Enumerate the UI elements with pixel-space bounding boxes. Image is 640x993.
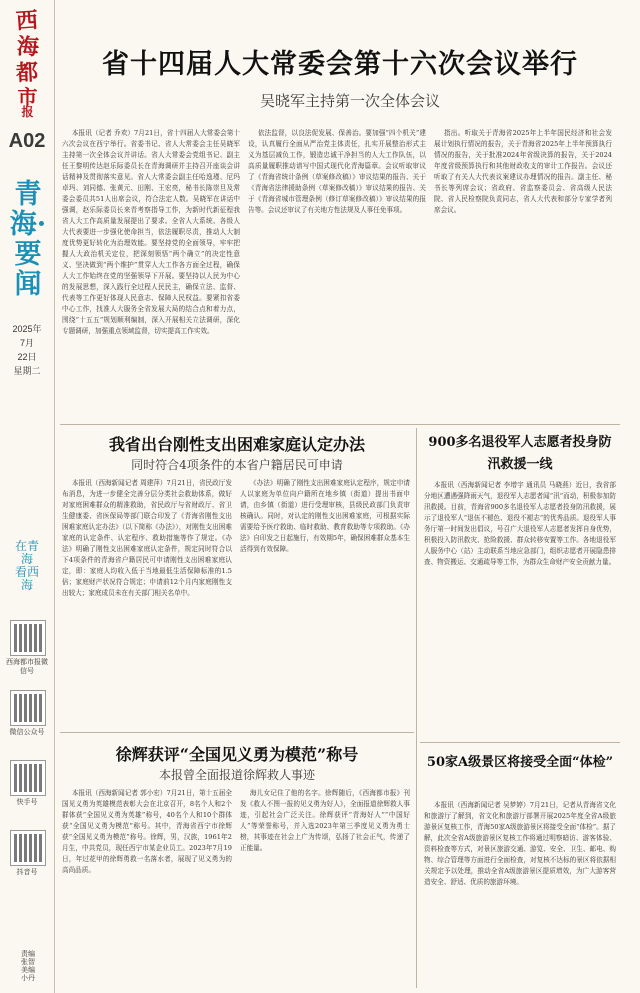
article5-text: 本报讯（西海新闻记者 吴梦婷）7月21日，记者从青海省文化和旅游厅了解到，省文化和旅游厅部署开展2025年度全省A级旅游景区复核工作，青海50家A级旅游景区将接受全面“体检”。据了解，此次全省A级旅游景区复核工作将通过明察暗访、游客体验、资料检查等方式，对景区旅游交通、游览、安全、卫生、邮电、购物、综合管理等方面进行全面检查，对复核不达标的景区将依据相关规定予以处理，推动全省A级旅游景区提质增效，为广大游客营造安全、舒适、优质的旅游环境。 xyxy=(424,801,616,886)
article4-column-2 xyxy=(240,788,410,986)
qr-code-douyin[interactable] xyxy=(10,830,46,866)
lead-headline: 省十四届人大常委会第十六次会议举行 xyxy=(102,49,578,80)
article4-col2-text: 海儿女记住了他的名字。徐辉随后，《西海都市报》刊发《救人不图一报的见义勇为好人》，全面报道徐辉救人事迹，引起社会广泛关注。徐辉获评“青海好人”“中国好人”等荣誉称号，并入选2023年第三季度见义勇为勇士榜，其事迹在社会上广为传颂，弘扬了社会正气，传递了正能量。 xyxy=(240,789,410,852)
svg-text:海: 海 xyxy=(16,33,39,61)
lead-column-3 xyxy=(434,128,612,416)
section-name: 青海·要闻 xyxy=(9,179,47,300)
newspaper-logo-mark xyxy=(6,6,48,118)
date-year: 2025年 xyxy=(12,324,42,334)
qr-code-wechat-official[interactable] xyxy=(10,690,46,726)
article2-column-1 xyxy=(62,478,232,728)
qr-code-wechat-id[interactable] xyxy=(10,620,46,656)
svg-text:都: 都 xyxy=(15,59,38,87)
svg-text:市: 市 xyxy=(17,85,37,109)
article4-column-1 xyxy=(62,788,232,986)
article3-text: 本报讯（西海新闻记者 李增宇 通讯员 马晓燕）近日，我省部分地区遭遇强降雨天气，退役军人志愿者闻“汛”而动，积极参加防汛救援。目前，青海省900多名退役军人志愿者投身防汛救援，展示了退役军人“退伍不褪色、退役不褪志”的优秀品质。退役军人事务厅第一时间发出倡议，号召广大退役军人志愿者发挥自身优势，积极投入防汛救灾、抢险救援、群众转移安置等工作。各地退役军人服务中心（站）主动联系当地应急部门，组织志愿者开展隐患排查、物资搬运、交通疏导等工作，为群众生命财产安全贡献力量。 xyxy=(424,481,616,566)
lead-col3-text: 指出。听取关于青海省2025年上半年国民经济和社会发展计划执行情况的报告，关于青海省2025年上半年预算执行情况的报告，关于批准2024年省级决算的报告，关于2024年度省级预算执行和其他财政收支的审计工作报告。会议还听取了有关人大代表议案建议办理情况的报告。副主任、秘书长等列席会议；省政府、省监察委员会、省高级人民法院、省人民检察院负责同志，省人大代表和部分专家学者列席会议。 xyxy=(434,129,612,214)
article2-col1-text: 本报讯（西海新闻记者 周建萍）7月21日，省民政厅发布消息，为进一步健全完善分层分类社会救助体系，做好对家庭困难群众的精准救助，省民政厅与省财政厅、省卫生健康委、省医保局等部门联合印发了《青海省刚性支出困难家庭认定办法》（以下简称《办法》），对刚性支出困难家庭的认定条件、认定程序、救助措施等作了规定。《办法》明确了刚性支出困难家庭认定条件，规定同时符合以下4项条件的青海省户籍居民可申请刚性支出困难家庭认定，即：家庭人均收入低于当地最低生活保障标准的1.5倍；家庭财产状况符合规定；申请前12个月内家庭刚性支出较大；家庭成员未在有关部门相关名单中。 xyxy=(62,479,232,597)
lead-col1-text: 本报讯（记者 乔欢）7月21日，省十四届人大常委会第十六次会议在西宁举行。省委书记、省人大常委会主任吴晓军主持第一次全体会议并讲话。省人大常委会党组书记、副主任王黎明传达赵乐际委员长在青海调研并主持召开座谈会讲话精神及贯彻落实意见。省人大常委会副主任哈逸瑾、尼玛卓玛、刘同德、张黄元、田刚、王宏亮，秘书长陈崇旦及常委会委员共51人出席会议，符合法定人数。吴晓军在讲话中强调，赵乐际委员长来青考察指导工作，为新时代新征程我省人大工作高质量发展提出了要求。全省人大系统、各级人大代表要进一步强化使命担当，依法履职尽责，推动人大制度优势更好转化为治理效能。要坚持党的全面领导，牢牢把握人大政治机关定位，把深刻领悟“两个确立”的决定性意义、坚决做到“两个维护”贯穿人大工作各方面全过程，确保人大工作始终在党的坚强领导下开展。要坚持以人民为中心的发展思想，深入践行全过程人民民主，确保立法、监督、代表等工作更好体现人民意志、保障人民权益。要紧扣省委中心工作，找准人大服务全省发展大局的结合点和着力点，围绕“十五五”规划顺利编制，深入开展相关立法调研，深化专题调研，加强重点领域监督，切实提高工作实效。 xyxy=(62,129,240,335)
article2-column-2 xyxy=(240,478,410,728)
article2-col2-text: 《办法》明确了刚性支出困难家庭认定程序，规定申请人以家庭为单位向户籍所在地乡镇（街道）提出书面申请，由乡镇（街道）进行受理审核，县级民政部门负责审核确认。同时，对认定的刚性支出困难家庭，可根据实际需要给予医疗救助、临时救助、教育救助等专项救助。《办法》自印发之日起施行，有效期5年，确保困难群众基本生活得到有效保障。 xyxy=(240,479,410,553)
article4-col1-text: 本报讯（西海新闻记者 郭小宏）7月21日，第十五届全国见义勇为英雄模范表彰大会在北京召开，8名个人和2个群体获“全国见义勇为英雄”称号，40名个人和10个群体获“全国见义勇为模范”称号。其中，青海省西宁市徐辉获“全国见义勇为模范”称号。徐辉，男，汉族，1961年2月生，中共党员，现任西宁市某企业员工。2023年7月19日，年过花甲的徐辉勇救一名落水者，展现了见义勇为的高尚品质。 xyxy=(62,789,232,874)
lead-column-2 xyxy=(248,128,426,416)
article4-subheadline: 本报曾全面报道徐辉救人事迹 xyxy=(158,768,315,782)
article2-headline: 我省出台刚性支出困难家庭认定办法 xyxy=(108,435,365,454)
qr-label-2: 微信公众号 xyxy=(9,729,45,736)
divider-lead xyxy=(60,424,620,425)
newspaper-logo xyxy=(6,6,48,118)
page-number: A02 xyxy=(8,130,46,152)
article3-headline: 900多名退役军人志愿者投身防汛救援一线 xyxy=(428,435,612,472)
editors-credit: 责编 张智 美编 小丹 xyxy=(21,950,35,982)
svg-text:西: 西 xyxy=(15,7,38,35)
qr-label-1: 西海都市报微信号 xyxy=(6,659,48,675)
issue-date xyxy=(6,322,48,378)
article5-headline: 50家A级景区将接受全面“体检” xyxy=(426,755,614,770)
divider-article3 xyxy=(420,742,620,743)
divider-article2 xyxy=(60,732,414,733)
qr-code-kuaishou[interactable] xyxy=(10,760,46,796)
lead-subheadline: 吴晓军主持第一次全体会议 xyxy=(259,92,440,110)
article2-subheadline: 同时符合4项条件的本省户籍居民可申请 xyxy=(131,458,343,472)
article4-headline: 徐辉获评“全国见义勇为模范”称号 xyxy=(115,745,359,764)
qr-label-3: 快手号 xyxy=(16,799,38,806)
article5-body xyxy=(424,800,616,988)
date-day: 22日 xyxy=(17,352,37,362)
divider-right-column xyxy=(416,428,417,988)
svg-text:报: 报 xyxy=(21,105,33,118)
slogan: 在青海 看西海 xyxy=(14,539,39,592)
lead-column-1 xyxy=(62,128,240,416)
qr-label-4: 抖音号 xyxy=(16,869,38,876)
date-weekday: 星期二 xyxy=(13,366,41,376)
lead-col2-text: 依法监督，以良法促发展、保善治。要加强“四个机关”建设，认真履行全面从严治党主体责任，扎实开展整治形式主义为基层减负工作，锻造忠诚干净担当的人大工作队伍，以高质量履职推动谱写中国式现代化青海篇章。会议听取审议了《青海省统计条例（草案修改稿）》审议结果的报告、关于《青海省法律援助条例（草案修改稿）》审议结果的报告、关于《青海省城市管理条例（修订草案修改稿）》审议结果的报告等。会议还审议了有关地方性法规及人事任免事项。 xyxy=(248,129,426,214)
article3-body xyxy=(424,480,616,738)
date-month: 7月 xyxy=(19,338,34,348)
